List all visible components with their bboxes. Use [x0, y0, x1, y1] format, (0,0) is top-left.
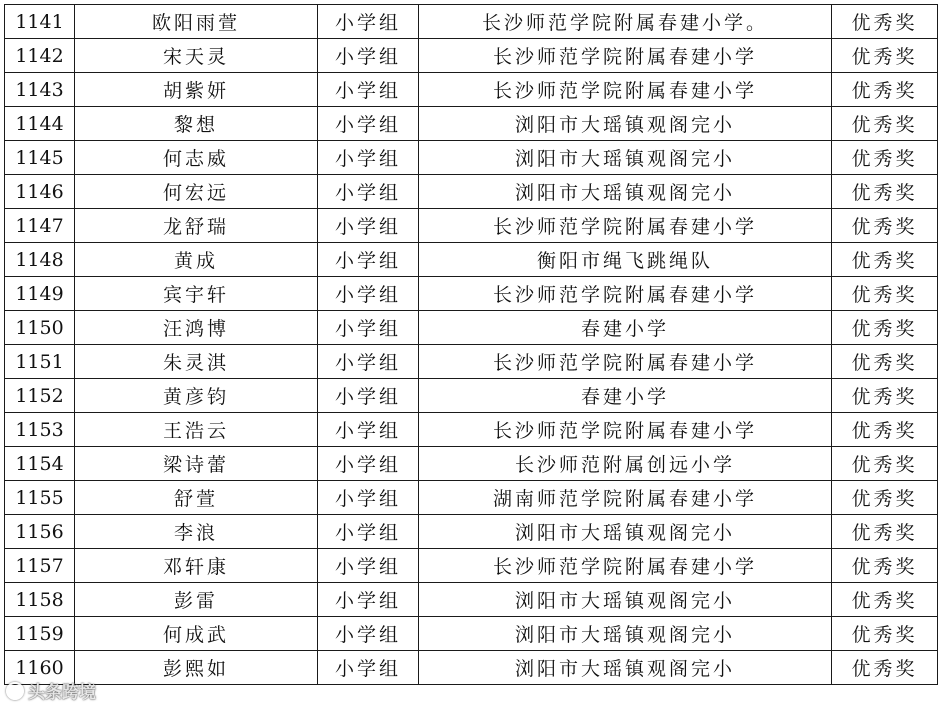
- cell-award: 优秀奖: [832, 413, 938, 447]
- cell-name: 彭熙如: [75, 651, 318, 685]
- cell-name: 王浩云: [75, 413, 318, 447]
- cell-award: 优秀奖: [832, 515, 938, 549]
- cell-school: 长沙师范学院附属春建小学: [419, 345, 832, 379]
- cell-school: 浏阳市大瑶镇观阁完小: [419, 617, 832, 651]
- cell-number: 1157: [5, 549, 75, 583]
- cell-name: 何成武: [75, 617, 318, 651]
- cell-number: 1149: [5, 277, 75, 311]
- cell-name: 胡紫妍: [75, 73, 318, 107]
- cell-award: 优秀奖: [832, 209, 938, 243]
- cell-name: 欧阳雨萱: [75, 5, 318, 39]
- cell-number: 1142: [5, 39, 75, 73]
- table-row: [5, 175, 938, 209]
- table-row: [5, 379, 938, 413]
- cell-group: 小学组: [318, 311, 419, 345]
- cell-school: 湖南师范学院附属春建小学: [419, 481, 832, 515]
- table-row: [5, 345, 938, 379]
- cell-school: 浏阳市大瑶镇观阁完小: [419, 141, 832, 175]
- cell-school: 浏阳市大瑶镇观阁完小: [419, 651, 832, 685]
- cell-name: 龙舒瑞: [75, 209, 318, 243]
- table-row: [5, 277, 938, 311]
- cell-school: 长沙师范学院附属春建小学: [419, 413, 832, 447]
- cell-name: 李浪: [75, 515, 318, 549]
- table-row: [5, 73, 938, 107]
- cell-group: 小学组: [318, 549, 419, 583]
- cell-number: 1160: [5, 651, 75, 685]
- table-row: [5, 243, 938, 277]
- awards-table: [4, 4, 938, 685]
- cell-school: 长沙师范学院附属春建小学: [419, 549, 832, 583]
- table-row: [5, 447, 938, 481]
- cell-name: 黄彦钧: [75, 379, 318, 413]
- cell-name: 朱灵淇: [75, 345, 318, 379]
- table-row: [5, 651, 938, 685]
- cell-school: 浏阳市大瑶镇观阁完小: [419, 107, 832, 141]
- table-row: [5, 617, 938, 651]
- cell-name: 梁诗蕾: [75, 447, 318, 481]
- cell-group: 小学组: [318, 141, 419, 175]
- cell-number: 1152: [5, 379, 75, 413]
- cell-group: 小学组: [318, 277, 419, 311]
- cell-number: 1143: [5, 73, 75, 107]
- cell-number: 1154: [5, 447, 75, 481]
- cell-award: 优秀奖: [832, 345, 938, 379]
- cell-school: 长沙师范附属创远小学: [419, 447, 832, 481]
- cell-award: 优秀奖: [832, 651, 938, 685]
- cell-number: 1150: [5, 311, 75, 345]
- watermark-text: 头条跨境: [28, 683, 96, 703]
- cell-award: 优秀奖: [832, 277, 938, 311]
- cell-name: 邓轩康: [75, 549, 318, 583]
- cell-award: 优秀奖: [832, 617, 938, 651]
- cell-school: 浏阳市大瑶镇观阁完小: [419, 583, 832, 617]
- cell-name: 宾宇轩: [75, 277, 318, 311]
- cell-award: 优秀奖: [832, 107, 938, 141]
- cell-school: 长沙师范学院附属春建小学: [419, 209, 832, 243]
- table-row: [5, 549, 938, 583]
- table-row: [5, 583, 938, 617]
- cell-award: 优秀奖: [832, 5, 938, 39]
- cell-award: 优秀奖: [832, 311, 938, 345]
- cell-group: 小学组: [318, 583, 419, 617]
- cell-number: 1159: [5, 617, 75, 651]
- cell-award: 优秀奖: [832, 141, 938, 175]
- table-row: [5, 5, 938, 39]
- cell-school: 春建小学: [419, 379, 832, 413]
- cell-name: 彭雷: [75, 583, 318, 617]
- cell-number: 1144: [5, 107, 75, 141]
- table-row: [5, 39, 938, 73]
- cell-number: 1155: [5, 481, 75, 515]
- cell-name: 黄成: [75, 243, 318, 277]
- cell-number: 1141: [5, 5, 75, 39]
- cell-award: 优秀奖: [832, 549, 938, 583]
- cell-number: 1156: [5, 515, 75, 549]
- cell-award: 优秀奖: [832, 175, 938, 209]
- cell-name: 舒萱: [75, 481, 318, 515]
- cell-number: 1153: [5, 413, 75, 447]
- cell-award: 优秀奖: [832, 243, 938, 277]
- cell-group: 小学组: [318, 617, 419, 651]
- cell-name: 黎想: [75, 107, 318, 141]
- table-row: [5, 107, 938, 141]
- cell-school: 春建小学: [419, 311, 832, 345]
- cell-name: 何志威: [75, 141, 318, 175]
- cell-name: 汪鸿博: [75, 311, 318, 345]
- cell-number: 1158: [5, 583, 75, 617]
- cell-group: 小学组: [318, 209, 419, 243]
- cell-award: 优秀奖: [832, 583, 938, 617]
- cell-school: 长沙师范学院附属春建小学: [419, 39, 832, 73]
- cell-award: 优秀奖: [832, 379, 938, 413]
- cell-name: 何宏远: [75, 175, 318, 209]
- cell-award: 优秀奖: [832, 481, 938, 515]
- cell-award: 优秀奖: [832, 447, 938, 481]
- cell-number: 1147: [5, 209, 75, 243]
- table-row: [5, 311, 938, 345]
- cell-group: 小学组: [318, 413, 419, 447]
- cell-group: 小学组: [318, 447, 419, 481]
- cell-award: 优秀奖: [832, 39, 938, 73]
- table-row: [5, 141, 938, 175]
- cell-name: 宋天灵: [75, 39, 318, 73]
- table-row: [5, 481, 938, 515]
- cell-group: 小学组: [318, 175, 419, 209]
- cell-number: 1151: [5, 345, 75, 379]
- table-row: [5, 515, 938, 549]
- cell-group: 小学组: [318, 651, 419, 685]
- cell-school: 衡阳市绳飞跳绳队: [419, 243, 832, 277]
- cell-group: 小学组: [318, 515, 419, 549]
- cell-group: 小学组: [318, 481, 419, 515]
- cell-group: 小学组: [318, 345, 419, 379]
- cell-group: 小学组: [318, 5, 419, 39]
- cell-number: 1148: [5, 243, 75, 277]
- cell-group: 小学组: [318, 107, 419, 141]
- awards-table-body: [5, 5, 938, 685]
- cell-school: 长沙师范学院附属春建小学: [419, 277, 832, 311]
- table-row: [5, 413, 938, 447]
- cell-number: 1145: [5, 141, 75, 175]
- cell-school: 浏阳市大瑶镇观阁完小: [419, 515, 832, 549]
- cell-school: 长沙师范学院附属春建小学: [419, 73, 832, 107]
- cell-award: 优秀奖: [832, 73, 938, 107]
- table-row: [5, 209, 938, 243]
- cell-school: 浏阳市大瑶镇观阁完小: [419, 175, 832, 209]
- cell-group: 小学组: [318, 39, 419, 73]
- cell-number: 1146: [5, 175, 75, 209]
- cell-school: 长沙师范学院附属春建小学。: [419, 5, 832, 39]
- cell-group: 小学组: [318, 243, 419, 277]
- cell-group: 小学组: [318, 379, 419, 413]
- cell-group: 小学组: [318, 73, 419, 107]
